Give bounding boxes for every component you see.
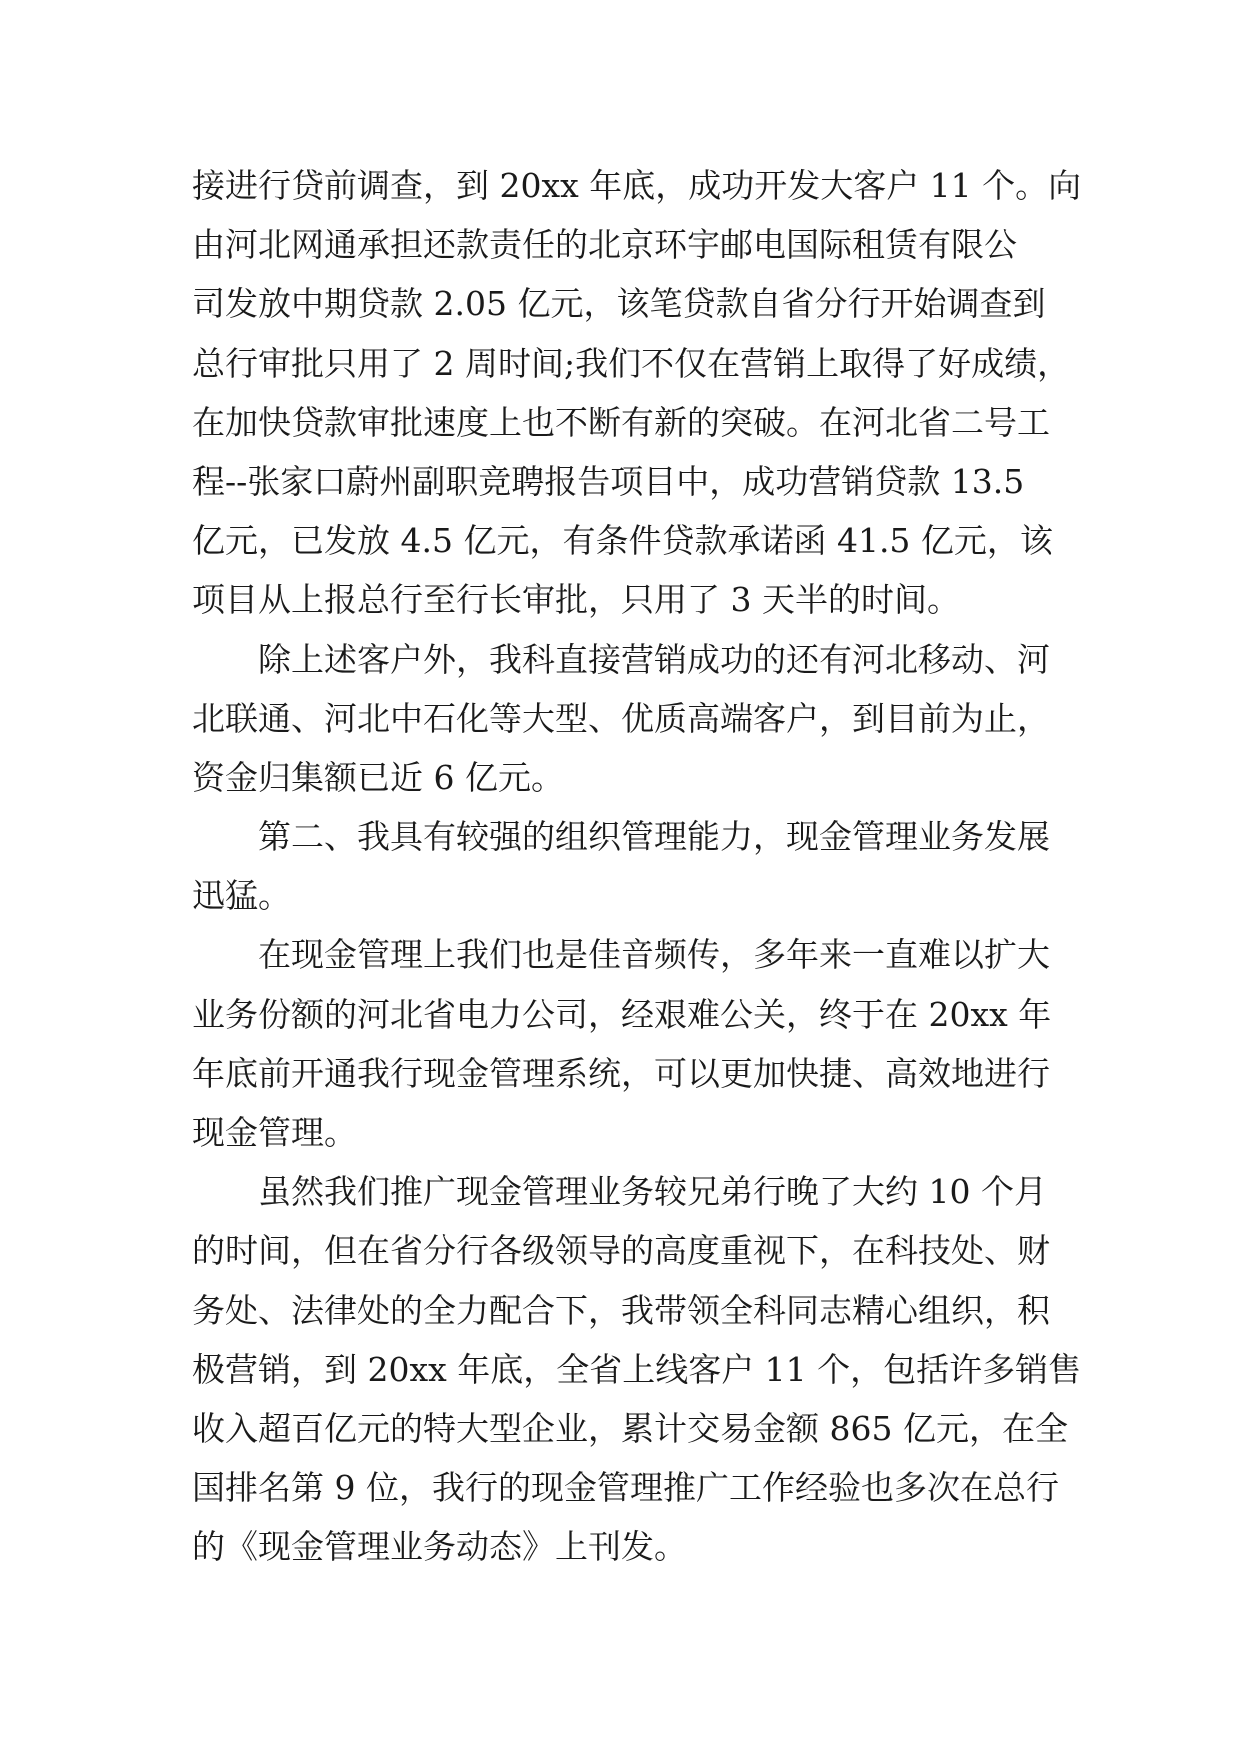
text-line: 年底前开通我行现金管理系统，可以更加快捷、高效地进行	[192, 1053, 1050, 1093]
text-line: 司发放中期贷款 2.05 亿元，该笔贷款自省分行开始调查到	[192, 284, 1046, 324]
text-line: 务处、法律处的全力配合下，我带领全科同志精心组织，积	[192, 1290, 1050, 1330]
text-line: 亿元，已发放 4.5 亿元，有条件贷款承诺函 41.5 亿元，该	[192, 521, 1053, 561]
text-line: 程--张家口蔚州副职竞聘报告项目中，成功营销贷款 13.5	[192, 461, 1025, 501]
paragraph-first-line: 除上述客户外，我科直接营销成功的还有河北移动、河	[258, 639, 1050, 679]
text-line: 国排名第 9 位，我行的现金管理推广工作经验也多次在总行	[192, 1468, 1059, 1508]
paragraph-first-line: 虽然我们推广现金管理业务较兄弟行晚了大约 10 个月	[258, 1172, 1047, 1212]
text-line: 现金管理。	[192, 1113, 357, 1152]
text-line: 北联通、河北中石化等大型、优质高端客户，到目前为止，	[192, 698, 1050, 738]
section-heading-line: 第二、我具有较强的组织管理能力，现金管理业务发展	[258, 817, 1050, 857]
paragraph-first-line: 在现金管理上我们也是佳音频传，多年来一直难以扩大	[258, 935, 1050, 975]
text-line: 的时间，但在省分行各级领导的高度重视下，在科技处、财	[192, 1231, 1050, 1271]
text-line: 资金归集额已近 6 亿元。	[192, 757, 564, 797]
text-line: 由河北网通承担还款责任的北京环宇邮电国际租赁有限公	[192, 225, 1017, 265]
text-line: 项目从上报总行至行长审批，只用了 3 天半的时间。	[192, 580, 960, 620]
text-line: 的《现金管理业务动态》上刊发。	[192, 1527, 687, 1567]
text-line: 极营销，到 20xx 年底，全省上线客户 11 个，包括许多销售	[192, 1349, 1082, 1389]
text-line: 在加快贷款审批速度上也不断有新的突破。在河北省二号工	[192, 402, 1050, 442]
document-page	[192, 156, 1082, 1577]
text-line: 收入超百亿元的特大型企业，累计交易金额 865 亿元，在全	[192, 1408, 1068, 1448]
text-line: 总行审批只用了 2 周时间;我们不仅在营销上取得了好成绩，	[192, 343, 1071, 383]
section-heading-line: 迅猛。	[192, 876, 291, 916]
text-line: 业务份额的河北省电力公司，经艰难公关，终于在 20xx 年	[192, 994, 1052, 1034]
text-line: 接进行贷前调查，到 20xx 年底，成功开发大客户 11 个。向	[192, 166, 1082, 205]
